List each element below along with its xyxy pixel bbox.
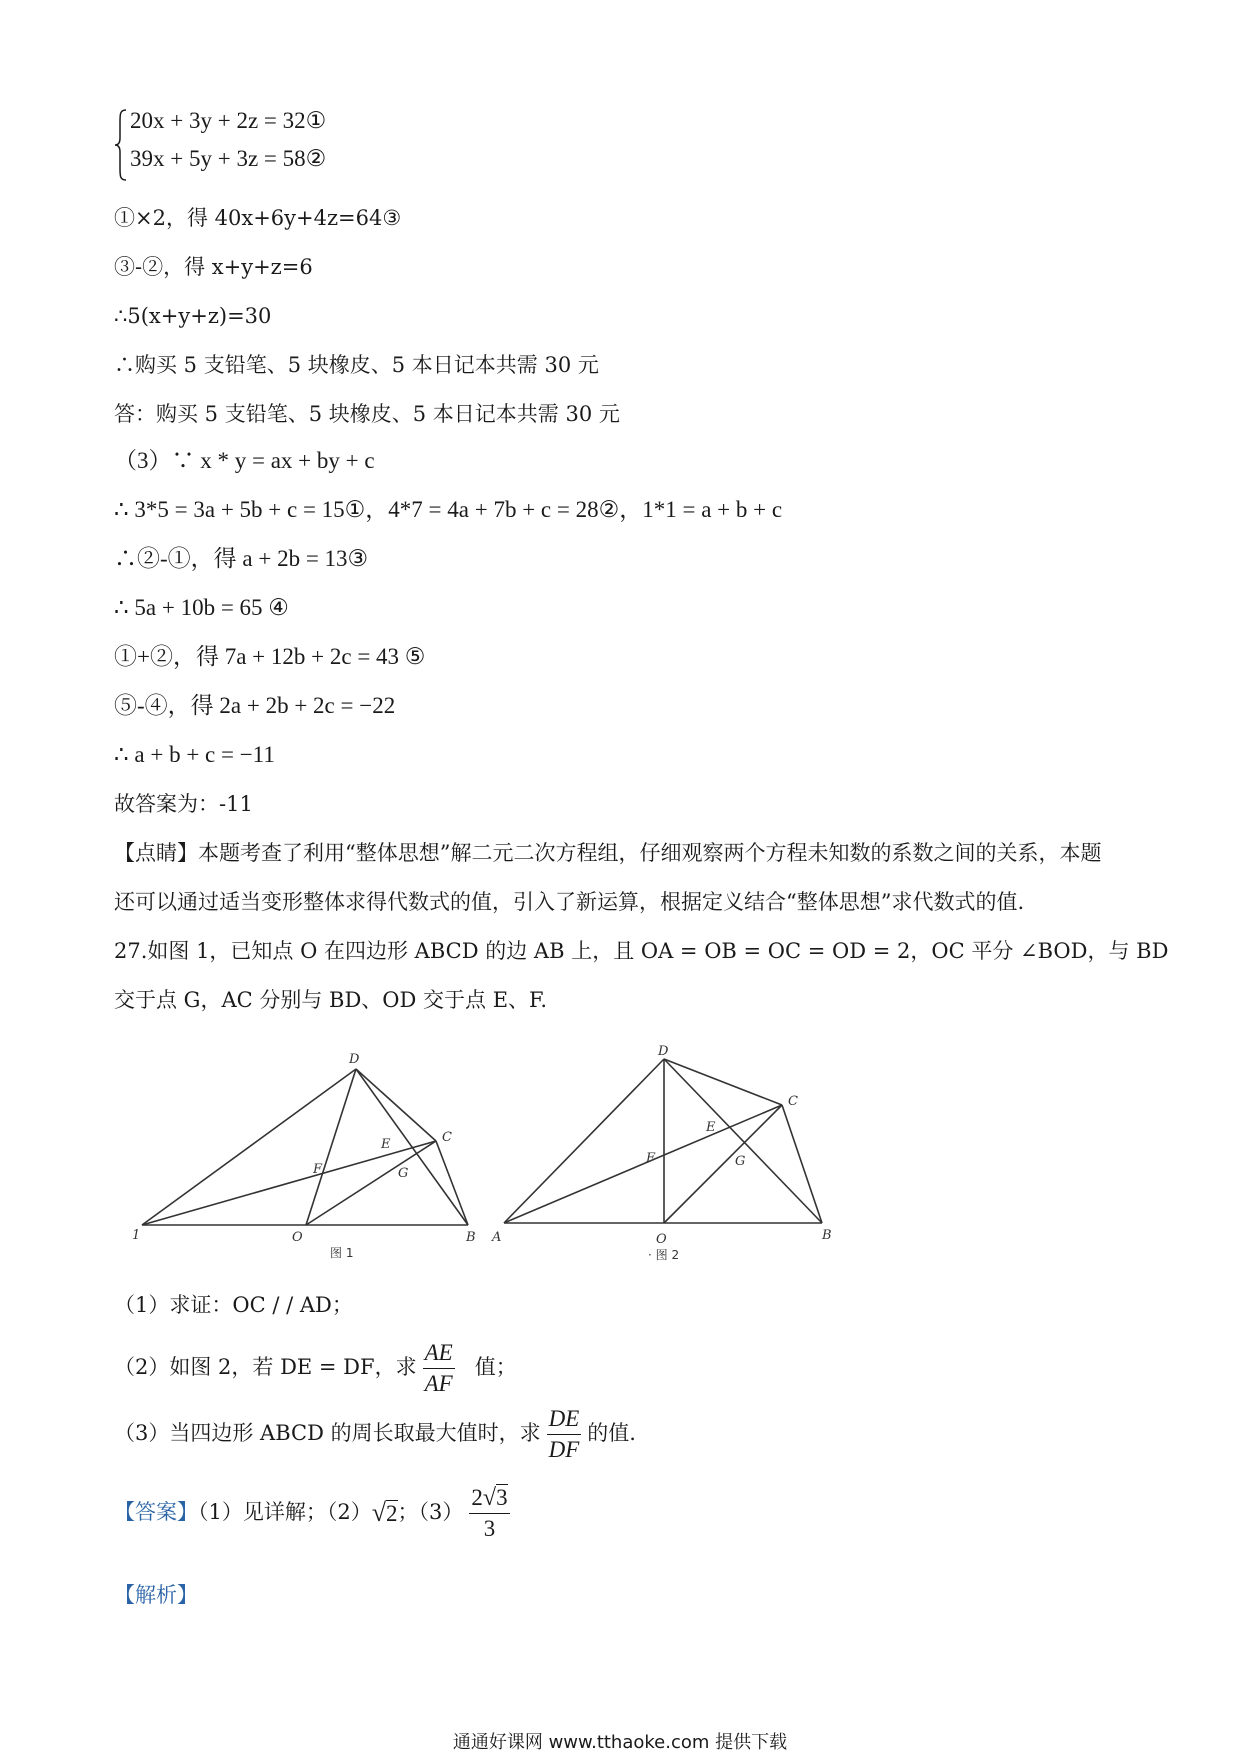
point-label-f: F [646, 1151, 656, 1166]
step-line: ∴ a + b + c = −11 [114, 742, 275, 767]
question-1: （1）求证：OC / / AD； [114, 1293, 353, 1317]
question-2 [114, 1337, 517, 1399]
point-label-b: B [822, 1228, 832, 1243]
step-line: ①+②，得 7a + 12b + 2c = 43 ⑤ [114, 644, 426, 669]
point-label-d: D [349, 1052, 360, 1067]
radicand: 3 [496, 1485, 508, 1510]
question-2-tail: 值； [474, 1355, 517, 1379]
point-label-a: A [492, 1230, 502, 1245]
figure-2-lines [504, 1059, 822, 1223]
answer-part-1: （1）见详解；（2） [198, 1500, 372, 1524]
figure-2 [490, 1035, 860, 1265]
point-label-o: O [656, 1232, 667, 1247]
fraction-denominator: AF [424, 1371, 453, 1396]
fraction-de-df [547, 1404, 582, 1465]
step-line: ∴ 5a + 10b = 65 ④ [114, 595, 289, 620]
question-3-text: （3）当四边形 ABCD 的周长取最大值时，求 [114, 1421, 541, 1445]
fraction-denominator: DF [548, 1437, 580, 1462]
answer-line [114, 1482, 516, 1544]
step-line: ∴5(x+y+z)=30 [114, 304, 272, 328]
figure-1-caption: 图 1 [330, 1246, 354, 1260]
step-line: （3）∵ x * y = ax + by + c [114, 448, 375, 473]
radical-sign: √ [482, 1485, 497, 1511]
figure-1 [120, 1045, 490, 1265]
point-label-c: C [442, 1130, 452, 1145]
answer-label: 【答案】 [114, 1500, 198, 1524]
brace-icon [114, 108, 128, 182]
radicand: 2 [386, 1501, 398, 1526]
figure-2-caption: · 图 2 [648, 1248, 680, 1262]
step-line: ∴ 3*5 = 3a + 5b + c = 15①，4*7 = 4a + 7b + c = 28②，1*1 = a + b + c [114, 497, 783, 522]
point-label-d: D [658, 1044, 669, 1059]
point-label-e: E [381, 1137, 391, 1152]
sqrt-two [371, 1498, 398, 1527]
point-label-c: C [788, 1094, 798, 1109]
radical-sign: √ [371, 1498, 387, 1527]
fraction-numerator: DE [547, 1404, 582, 1435]
point-label-g: G [398, 1166, 409, 1181]
point-label-o: O [292, 1230, 303, 1245]
point-label-b: B [466, 1230, 476, 1245]
equation-system [114, 108, 434, 188]
question-3-tail: 的值. [587, 1421, 636, 1445]
comment-line: 还可以通过适当变形整体求得代数式的值，引入了新运算，根据定义结合“整体思想”求代数式的值. [114, 890, 1025, 914]
comment-line: 【点睛】本题考查了利用“整体思想”解二元二次方程组，仔细观察两个方程未知数的系数之间的关系，本题 [114, 841, 1102, 865]
step-line: ①×2，得 40x+6y+4z=64③ [114, 206, 402, 230]
analysis-label: 【解析】 [114, 1583, 198, 1607]
step-line: ∴②-①，得 a + 2b = 13③ [114, 546, 369, 571]
answer-part-3: ；（3） [397, 1500, 464, 1524]
figure-1-lines [142, 1069, 468, 1225]
fraction-numerator: AE [423, 1338, 455, 1369]
point-label-f: F [313, 1162, 323, 1177]
fraction-numerator [469, 1483, 509, 1514]
coefficient: 2 [471, 1485, 483, 1510]
page-footer: 通通好课网 www.tthaoke.com 提供下载 [452, 1732, 788, 1753]
point-label-g: G [735, 1154, 746, 1169]
fraction-denominator: 3 [483, 1516, 496, 1541]
answer-sentence: 答：购买 5 支铅笔、5 块橡皮、5 本日记本共需 30 元 [114, 402, 620, 426]
step-line: ⑤-④，得 2a + 2b + 2c = −22 [114, 693, 396, 718]
point-label-e: E [706, 1120, 716, 1135]
problem-statement: 交于点 G，AC 分别与 BD、OD 交于点 E、F. [114, 988, 548, 1012]
step-line: ③-②，得 x+y+z=6 [114, 255, 313, 279]
final-answer: 故答案为：-11 [114, 792, 253, 816]
question-3 [114, 1403, 636, 1465]
question-2-text: （2）如图 2，若 DE = DF，求 [114, 1355, 417, 1379]
fraction-ae-af [423, 1338, 455, 1399]
point-label-a: 1 [132, 1228, 141, 1243]
equation-1: 20x + 3y + 2z = 32① [130, 108, 327, 133]
equation-2: 39x + 5y + 3z = 58② [130, 146, 327, 171]
fraction-2sqrt3-over-3 [469, 1483, 509, 1544]
step-line: ∴购买 5 支铅笔、5 块橡皮、5 本日记本共需 30 元 [114, 353, 599, 377]
problem-statement: 27.如图 1，已知点 O 在四边形 ABCD 的边 AB 上，且 OA = OB = OC = OD = 2，OC 平分 ∠BOD，与 BD [114, 939, 1169, 963]
